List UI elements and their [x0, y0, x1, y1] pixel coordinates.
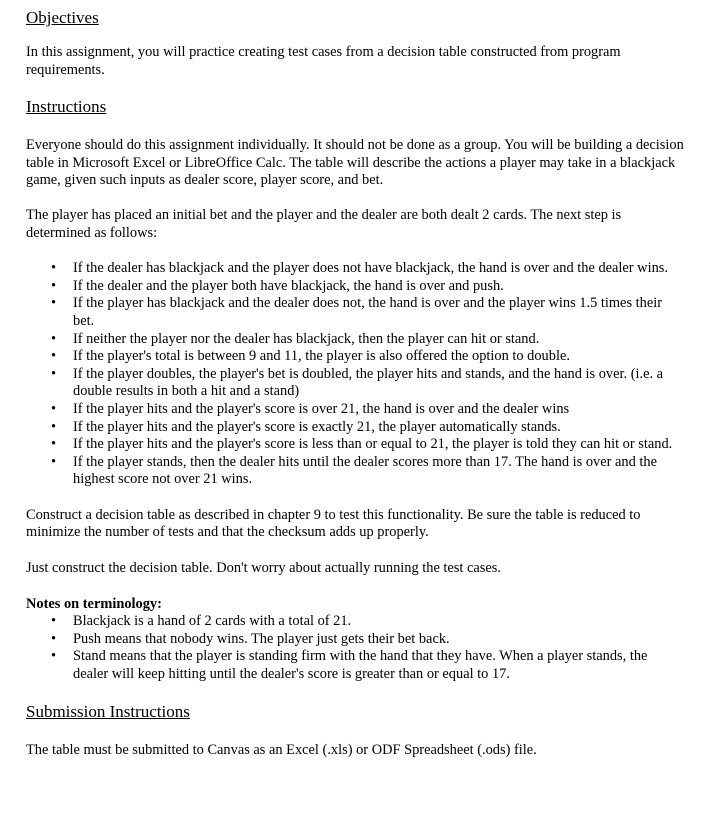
submission-text: The table must be submitted to Canvas as an Excel (.xls) or ODF Spreadsheet (.ods) file.: [26, 741, 537, 758]
list-item: • If the dealer has blackjack and the player does not have blackjack, the hand is over and the dealer wins.: [73, 260, 686, 278]
list-item: • If the player hits and the player's score is exactly 21, the player automatically stands.: [73, 419, 686, 437]
list-item: • If the dealer and the player both have blackjack, the hand is over and push.: [73, 278, 686, 296]
list-item: • If the player's total is between 9 and 11, the player is also offered the option to double.: [73, 348, 686, 366]
list-item: • If the player hits and the player's score is over 21, the hand is over and the dealer wins: [73, 401, 686, 419]
rules-list: [26, 260, 686, 489]
list-item: • If the player doubles, the player's bet is doubled, the player hits and stands, and the hand is over. (i.e. a double results in both a hit and a stand): [73, 366, 686, 401]
submission-heading: Submission Instructions: [26, 701, 190, 721]
list-item: • If the player hits and the player's score is less than or equal to 21, the player is told they can hit or stand.: [73, 436, 686, 454]
objectives-heading: Objectives: [26, 8, 99, 27]
list-item: • If the player stands, then the dealer hits until the dealer scores more than 17. The hand is over and the highest score not over 21 wins.: [73, 454, 686, 489]
instructions-para-1: Everyone should do this assignment individually. It should not be done as a group. You will be building a decision table in Microsoft Excel or LibreOffice Calc. The table will describe the actions a player may take in a blackjack game, given such inputs as dealer score, player score, and bet.: [26, 137, 684, 189]
instructions-para-4: Just construct the decision table. Don't worry about actually running the test cases.: [26, 560, 501, 577]
list-item: • If neither the player nor the dealer has blackjack, then the player can hit or stand.: [73, 331, 686, 349]
notes-list: [26, 613, 686, 683]
instructions-para-3: Construct a decision table as described in chapter 9 to test this functionality. Be sure the table is reduced to minimize the number of tests and that the checksum adds up properly.: [26, 506, 641, 541]
notes-heading: Notes on terminology:: [26, 595, 162, 612]
list-item: • If the player has blackjack and the dealer does not, the hand is over and the player wins 1.5 times their bet.: [73, 295, 686, 330]
list-item: • Stand means that the player is standing firm with the hand that they have. When a player stands, the dealer will keep hitting until the dealer's score is greater than or equal to 17.: [73, 648, 686, 683]
list-item: • Push means that nobody wins. The player just gets their bet back.: [73, 631, 686, 649]
document-page: [26, 8, 686, 759]
instructions-para-2: The player has placed an initial bet and the player and the dealer are both dealt 2 cards. The next step is determined as follows:: [26, 206, 622, 241]
objectives-text: In this assignment, you will practice creating test cases from a decision table constructed from program requirements.: [26, 44, 621, 78]
list-item: • Blackjack is a hand of 2 cards with a total of 21.: [73, 613, 686, 631]
instructions-heading: Instructions: [26, 97, 107, 117]
